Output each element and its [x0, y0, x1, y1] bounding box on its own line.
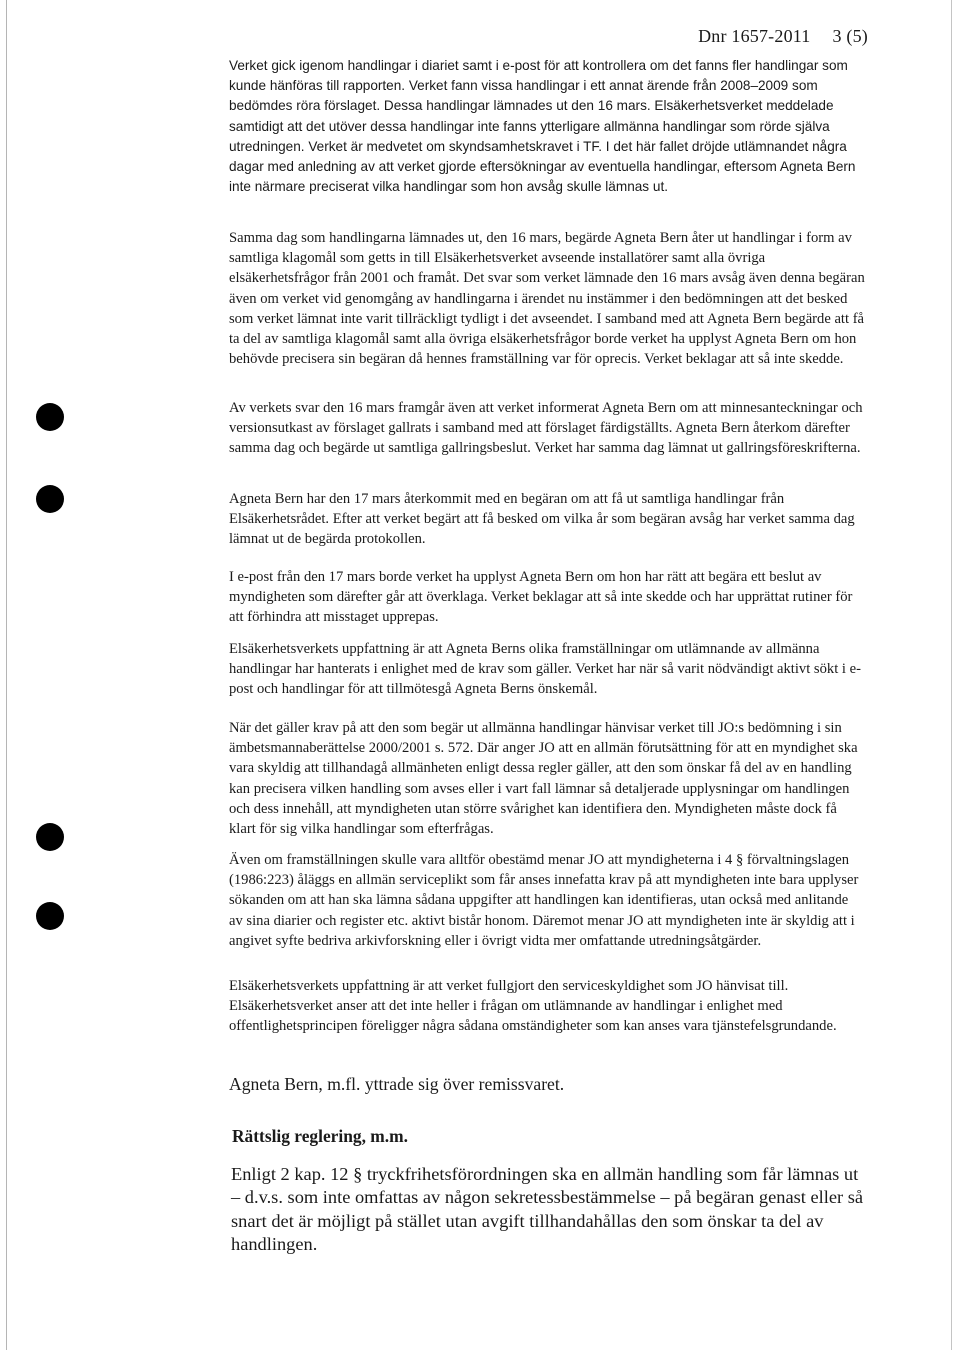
paragraph-4: Agneta Bern har den 17 mars återkommit med en begäran om att få ut samtliga handlingar från Elsäkerhetsrådet. Efter att verket begärt att få besked om vilka år som begäran avsåg har verket samma dag lämnat ut de begärda protokollen. — [229, 491, 855, 548]
binding-hole-3 — [36, 823, 64, 851]
paragraph-9: Elsäkerhetsverkets uppfattning är att verket fullgjort den serviceskyldighet som JO hänvisat till. Elsäkerhetsverket anser att det inte heller i frågan om utlämnande av handlingar i enlighet med offentlighetsprincipen föreligger några sådana omständigheter som kan anses vara tjänstefelsgrundande. — [229, 978, 837, 1035]
binding-hole-4 — [36, 902, 64, 930]
section-heading: Rättslig reglering, m.m. — [232, 1126, 408, 1146]
paragraph-2: Samma dag som handlingarna lämnades ut, den 16 mars, begärde Agneta Bern åter ut handlingar i form av samtliga klagomål som getts in till Elsäkerhetsverket avseende installatörer samt alla övriga elsäkerhetsfrågor från 2001 och framåt. Det svar som verket lämnade den 16 mars avsåg även denna begäran även om verket vid genomgång av handlingarna i ärendet nu instämmer i den bedömningen att det besked som verket lämnat inte varit tillräckligt tydligt i det avseendet. I samband med att Agneta Bern begärde att få ta del av samtliga klagomål samt alla övriga elsäkerhetsfrågor borde verket ha upplyst Agneta Bern om hon behövde precisera sin begäran då hennes framställning var för oprecis. Verket beklagar att så inte skedde. — [229, 230, 865, 368]
page-header — [698, 26, 868, 47]
section-text: Enligt 2 kap. 12 § tryckfrihetsförordningen ska en allmän handling som får lämnas ut – d.v.s. som inte omfattas av någon sekretessbestämmelse – på begäran genast eller så snart det är möjligt på stället utan avgift tillhandahållas den som önskar ta del av handlingen. — [231, 1164, 864, 1255]
paragraph-8: Även om framställningen skulle vara alltför obestämd menar JO att myndigheterna i 4 § förvaltningslagen (1986:223) åläggs en allmän serviceplikt som får anses innefatta krav på att myndigheten inte bara upplyser sökanden om att han ska lämna sådana uppgifter att handlingen kan identifieras, utan också med anlitande av sina diarier och register etc. aktivt bistår honom. Däremot menar JO att myndigheten inte är skyldig att i angivet syfte bedriva arkivforskning eller i övrigt vidta mer omfattande utredningsåtgärder. — [229, 852, 859, 949]
binding-hole-1 — [36, 403, 64, 431]
scan-edge-right — [951, 0, 952, 1350]
binding-hole-2 — [36, 485, 64, 513]
paragraph-3: Av verkets svar den 16 mars framgår även att verket informerat Agneta Bern om att minnesanteckningar och versionsutkast av förslaget gallrats i samband med att förslaget färdigställts. Agneta Bern återkom därefter samma dag och begärde ut samtliga gallringsbeslut. Verket har samma dag lämnat ut gallringsföreskrifterna. — [229, 400, 863, 457]
paragraph-1: Verket gick igenom handlingar i diariet samt i e-post för att kontrollera om det fanns fler handlingar som kunde hänföras till rapporten. Verket fann vissa handlingar i ett annat ärende från 2008–2009 som bedömdes röra förslaget. Dessa handlingar lämnades ut den 16 mars. Elsäkerhetsverket meddelade samtidigt att det utöver dessa handlingar inte fanns ytterligare allmänna handlingar som rörde själva utredningen. Verket är medvetet om skyndsamhetskravet i TF. I det här fallet dröjde utlämnandet några dagar med anledning av att verket gjorde eftersökningar av eventuella handlingar, eftersom Agneta Bern inte närmare preciserat vilka handlingar som hon avsåg skulle lämnas ut. — [229, 58, 856, 195]
document-number: Dnr 1657-2011 — [698, 26, 811, 46]
remiss-note: Agneta Bern, m.fl. yttrade sig över remissvaret. — [229, 1074, 565, 1094]
paragraph-7: När det gäller krav på att den som begär ut allmänna handlingar hänvisar verket till JO:s bedömning i sin ämbetsmannaberättelse 2000/2001 s. 572. Där anger JO att en allmän förutsättning för att en myndighet ska vara skyldig att tillhandagå allmänheten enligt dessa regler gäller, att den som önskar få del av en handling kan precisera vilken handling som avses eller i vart fall lämnar så detaljerade upplysningar om handlingen och dess innehåll, att myndigheten utan större svårighet kan identifiera den. Myndigheten måste dock få klart för sig vilka handlingar som efterfrågas. — [229, 720, 858, 838]
scan-edge-left — [6, 0, 7, 1350]
paragraph-5: I e-post från den 17 mars borde verket ha upplyst Agneta Bern om hon har rätt att begära ett beslut av myndigheten som därefter går att överklaga. Verket beklagar att så inte skedde och har upprättat rutiner för att förhindra att misstaget upprepas. — [229, 569, 853, 626]
paragraph-6: Elsäkerhetsverkets uppfattning är att Agneta Berns olika framställningar om utlämnande av allmänna handlingar har hanterats i enlighet med de krav som gäller. Verket har när så varit nödvändigt aktivt sökt i e-post och handlingar för att tillmötesgå Agneta Berns önskemål. — [229, 641, 861, 698]
page-number: 3 (5) — [832, 26, 868, 46]
